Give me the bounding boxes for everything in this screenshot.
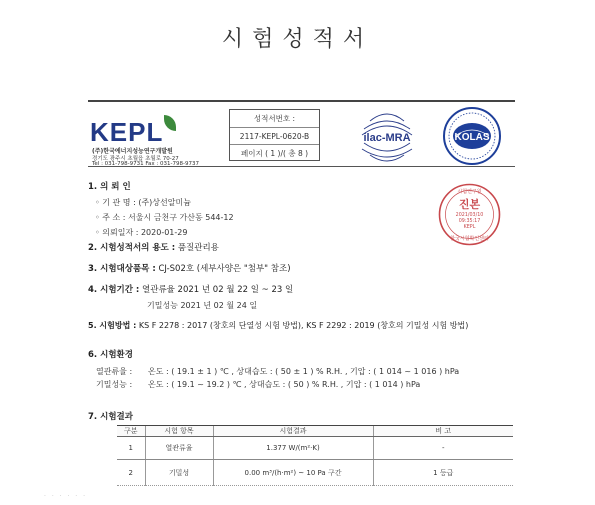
svg-text:09:35:17: 09:35:17 xyxy=(458,219,481,224)
cert-no: 2117-KEPL-0620-B xyxy=(230,127,319,144)
table-cell: 0.00 m³/(h·m²) ~ 10 Pa 구간 xyxy=(213,460,373,486)
svg-text:한국시험확인센터: 한국시험확인센터 xyxy=(450,236,489,242)
table-row xyxy=(117,437,513,460)
document-title: 시험성적서 xyxy=(221,27,374,52)
kepl-logo: KEPL xyxy=(90,115,176,148)
table-cell: 기밀성 xyxy=(145,460,213,486)
section-6-heading: 6. 시험환경 xyxy=(88,350,133,360)
table-header-cell: 비 고 xyxy=(373,426,513,437)
ilac-mra-logo xyxy=(358,107,416,165)
kolas-text: KOLAS xyxy=(454,132,490,143)
table-cell: 2 xyxy=(117,460,145,486)
env-line-2: 기밀성능 : 온도 : ( 19.1 ~ 19.2 ) ℃ , 상대습도 : ( 50 ) % R.H. , 기압 : ( 1 014 ) hPa xyxy=(96,380,421,389)
table-cell: 1 xyxy=(117,437,145,460)
svg-text:진본: 진본 xyxy=(458,198,481,211)
section-4: 4. 시험기간 : 열관류율 2021 년 02 월 22 일 ~ 23 일 xyxy=(88,285,294,295)
certificate-number-box xyxy=(229,109,320,161)
section-7-heading: 7. 시험결과 xyxy=(88,412,133,422)
table-cell: 열관류율 xyxy=(145,437,213,460)
kolas-logo xyxy=(438,106,506,166)
svg-text:2021/03/10: 2021/03/10 xyxy=(455,213,484,218)
results-table xyxy=(117,425,513,486)
org-line: ◦ 기 관 명 : (주)상선알미늄 xyxy=(95,198,191,207)
institute-address: 경기도 광주시 초월읍 초월로 70-27 xyxy=(92,156,179,162)
institute-phone: Tel : 031-798-9731 Fax : 031-798-9737 xyxy=(92,161,199,167)
section-3: 3. 시험대상품목 : CJ-S02호 (세부사양은 "첨부" 참조) xyxy=(88,264,291,274)
table-header-cell: 시험결과 xyxy=(213,426,373,437)
authentication-stamp xyxy=(437,182,502,247)
ilac-text: ilac-MRA xyxy=(363,132,411,144)
section-5: 5. 시험방법 : KS F 2278 : 2017 (창호의 단열성 시험 방법), KS F 2292 : 2019 (창호의 기밀성 시험 방법) xyxy=(88,321,469,330)
institute-name: (주)한국에너지성능연구개발원 xyxy=(92,148,173,155)
test-period-line-2: 기밀성능 2021 년 02 월 24 일 xyxy=(147,301,258,310)
page-info: 페이지 ( 1 )/( 총 8 ) xyxy=(230,144,319,161)
table-row xyxy=(117,460,513,486)
cert-no-label: 성적서번호 : xyxy=(253,114,296,123)
address-line: ◦ 주 소 : 서울시 금천구 가산동 544-12 xyxy=(95,213,234,222)
table-header-row xyxy=(117,426,513,437)
svg-text:시험연구원: 시험연구원 xyxy=(457,189,482,195)
table-cell: 1.377 W/(m²·K) xyxy=(213,437,373,460)
table-header-cell: 시험 항목 xyxy=(145,426,213,437)
env-line-1: 열관류율 : 온도 : ( 19.1 ± 1 ) ℃ , 상대습도 : ( 50 ± 1 ) % R.H. , 기압 : ( 1 014 ~ 1 016 ) hPa xyxy=(96,367,460,376)
section-1-heading: 1. 의 뢰 인 xyxy=(88,182,131,192)
table-header-cell: 구분 xyxy=(117,426,145,437)
leaf-icon xyxy=(164,115,176,131)
scan-dots: · · · · · · xyxy=(44,493,87,500)
table-cell: - xyxy=(373,437,513,460)
table-cell: 1 등급 xyxy=(373,460,513,486)
request-date-line: ◦ 의뢰일자 : 2020-01-29 xyxy=(95,228,188,237)
svg-text:KEPL: KEPL xyxy=(463,225,476,230)
section-2: 2. 시험성적서의 용도 : 품질관리용 xyxy=(88,243,219,253)
